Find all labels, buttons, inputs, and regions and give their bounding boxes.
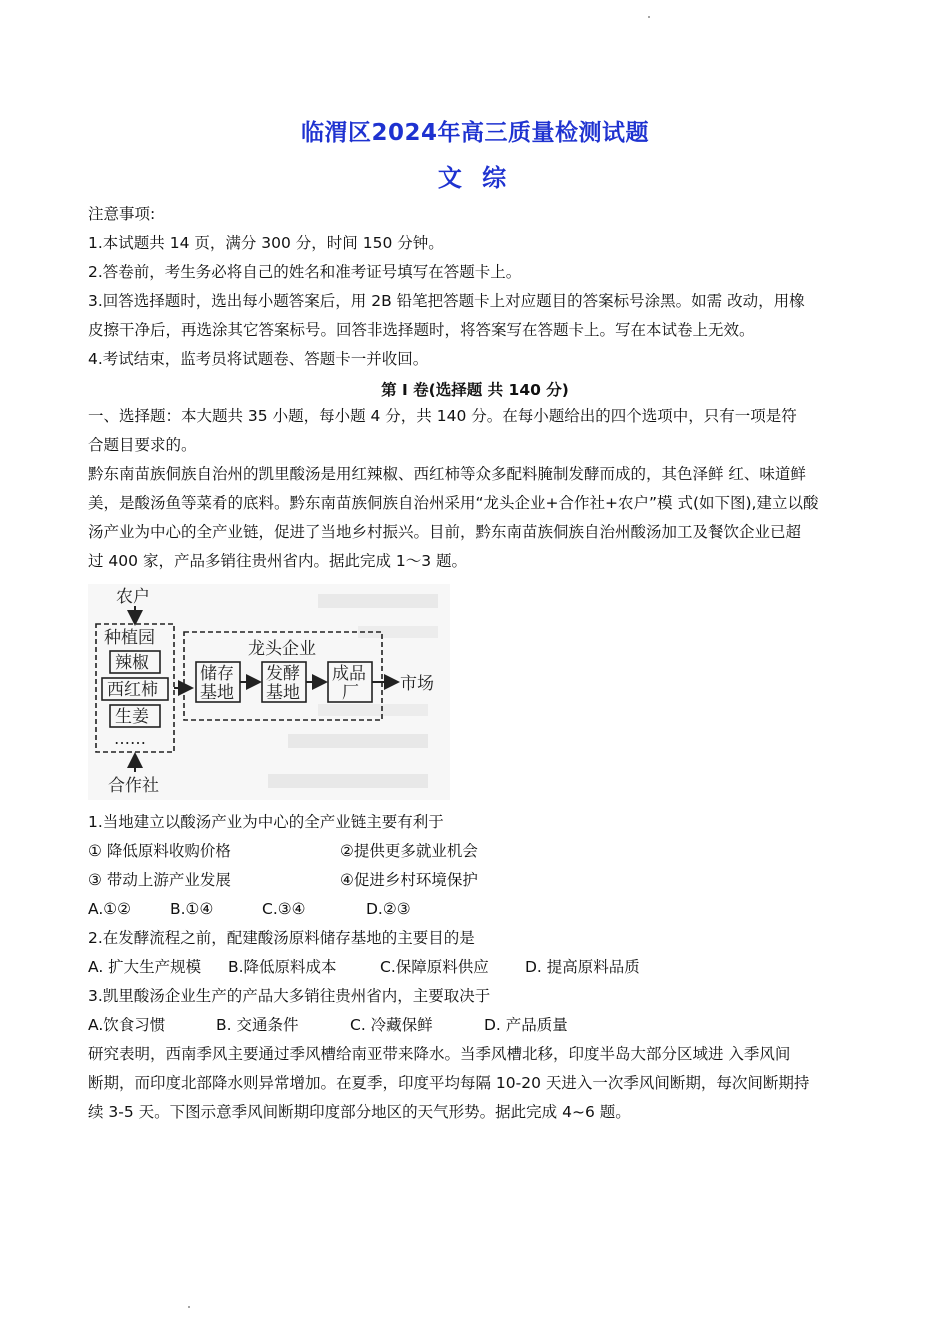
product-line1: 成品 <box>332 664 366 684</box>
exam-title: 临渭区2024年高三质量检测试题 <box>300 120 649 146</box>
footer-dot <box>188 1306 190 1308</box>
q2-option-b: B.降低原料成本 <box>228 958 337 976</box>
exam-subject: 文 综 <box>437 164 513 192</box>
crop-ginger: 生姜 <box>115 707 149 727</box>
section-title: 第 Ⅰ 卷(选择题 共 140 分) <box>381 381 569 399</box>
crop-ellipsis: …… <box>114 729 146 748</box>
q2-option-d: D. 提高原料品质 <box>525 958 640 976</box>
notice-item: 2.答卷前，考生务必将自己的姓名和准考证号填写在答题卡上。 <box>88 263 522 281</box>
market-label: 市场 <box>400 674 434 694</box>
q3-option-c: C. 冷藏保鲜 <box>350 1016 433 1034</box>
passage2-line: 断期，而印度北部降水则异常增加。在夏季，印度平均每隔 10-20 天进入一次季风间断期，每次间断期持 <box>88 1074 810 1092</box>
passage-line: 黔东南苗族侗族自治州的凯里酸汤是用红辣椒、西红柿等众多配料腌制发酵而成的，其色泽鲜 红、味道鲜 <box>88 465 806 483</box>
question-3-stem: 3.凯里酸汤企业生产的产品大多销往贵州省内，主要取决于 <box>88 987 491 1005</box>
q2-option-a: A. 扩大生产规模 <box>88 958 202 976</box>
q2-option-c: C.保障原料供应 <box>380 958 489 976</box>
product-line2: 厂 <box>342 683 359 703</box>
industry-chain-diagram <box>88 584 450 800</box>
q1-option-b: B.①④ <box>170 900 214 918</box>
passage-line: 过 400 家，产品多销往贵州省内。据此完成 1～3 题。 <box>88 552 468 570</box>
q1-option-d: D.②③ <box>366 900 411 918</box>
q1-statement-2: ②提供更多就业机会 <box>340 842 478 860</box>
crop-tomato: 西红柿 <box>107 680 158 700</box>
q1-statement-4: ④促进乡村环境保护 <box>340 871 478 889</box>
ferment-line2: 基地 <box>266 683 300 703</box>
q1-option-a: A.①② <box>88 900 132 918</box>
q3-option-d: D. 产品质量 <box>484 1016 568 1034</box>
passage-line: 美，是酸汤鱼等菜肴的底料。黔东南苗族侗族自治州采用“龙头企业+合作社+农户”模 式(如下图),建立以酸 <box>88 494 819 512</box>
notice-item: 皮擦干净后，再选涂其它答案标号。回答非选择题时，将答案写在答题卡上。写在本试卷上无效。 <box>88 321 755 339</box>
q1-statement-1: ① 降低原料收购价格 <box>88 842 231 860</box>
corner-dot <box>648 16 650 18</box>
question-1-stem: 1.当地建立以酸汤产业为中心的全产业链主要有利于 <box>88 813 444 831</box>
notice-heading: 注意事项: <box>88 205 156 223</box>
plantation-label: 种植园 <box>104 628 155 648</box>
q1-option-c: C.③④ <box>262 900 306 918</box>
question-2-stem: 2.在发酵流程之前，配建酸汤原料储存基地的主要目的是 <box>88 929 475 947</box>
passage2-line: 续 3-5 天。下图示意季风间断期印度部分地区的天气形势。据此完成 4~6 题。 <box>88 1103 631 1121</box>
q3-option-a: A.饮食习惯 <box>88 1016 166 1034</box>
storage-line2: 基地 <box>200 683 234 703</box>
diagram-svg <box>88 584 450 800</box>
crop-pepper: 辣椒 <box>115 653 149 673</box>
enterprise-label: 龙头企业 <box>248 639 316 659</box>
ferment-line1: 发酵 <box>266 664 300 684</box>
q3-option-b: B. 交通条件 <box>216 1016 299 1034</box>
passage2-line: 研究表明，西南季风主要通过季风槽给南亚带来降水。当季风槽北移，印度半岛大部分区域进 入季风间 <box>88 1045 791 1063</box>
q1-statement-3: ③ 带动上游产业发展 <box>88 871 231 889</box>
passage-line: 汤产业为中心的全产业链，促进了当地乡村振兴。目前，黔东南苗族侗族自治州酸汤加工及餐饮企业已超 <box>88 523 802 541</box>
coop-label: 合作社 <box>108 776 159 796</box>
notice-item: 3.回答选择题时，选出每小题答案后，用 2B 铅笔把答题卡上对应题目的答案标号涂黑。如需 改动，用橡 <box>88 292 805 310</box>
section-intro: 合题目要求的。 <box>88 436 197 454</box>
farmer-label: 农户 <box>116 587 150 607</box>
section-intro: 一、选择题：本大题共 35 小题，每小题 4 分，共 140 分。在每小题给出的四个选项中，只有一项是符 <box>88 407 797 425</box>
notice-item: 4.考试结束，监考员将试题卷、答题卡一并收回。 <box>88 350 429 368</box>
notice-item: 1.本试题共 14 页，满分 300 分，时间 150 分钟。 <box>88 234 444 252</box>
storage-line1: 储存 <box>200 664 234 684</box>
